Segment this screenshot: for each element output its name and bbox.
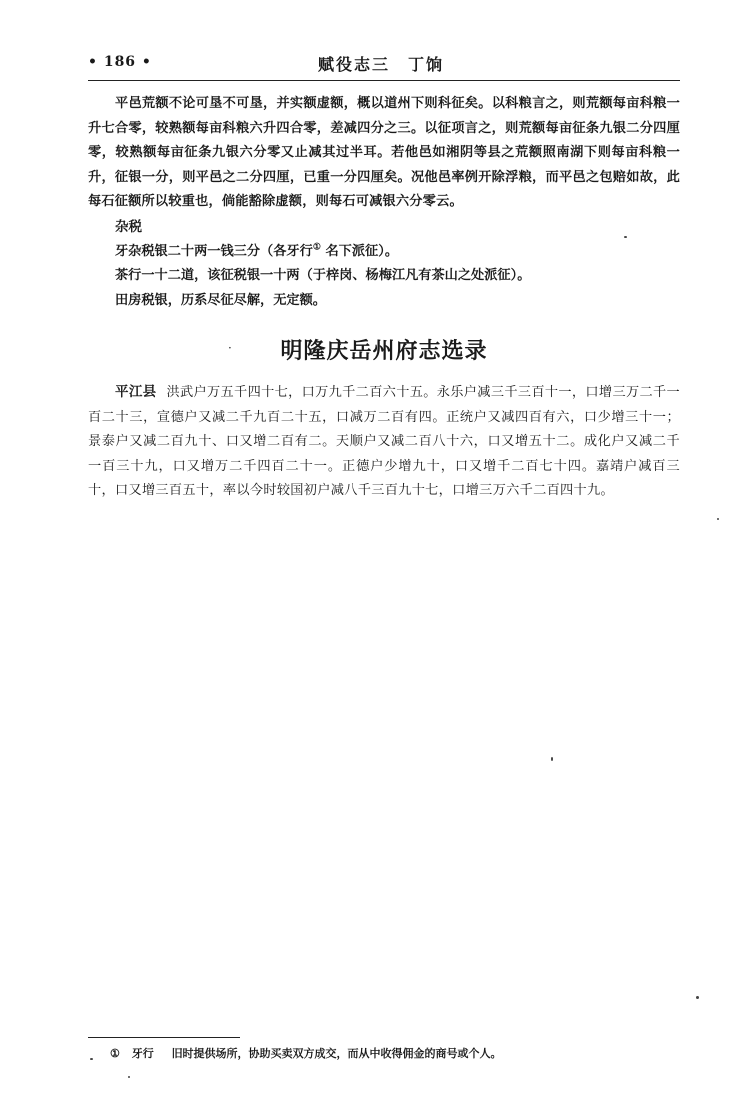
section-bullet-mark: · [228, 341, 232, 355]
scan-speck [624, 236, 627, 238]
footnote-reference[interactable]: ① [312, 242, 321, 253]
county-section [88, 380, 680, 504]
body-paragraph: 平邑荒额不论可垦不可垦，并实额虚额，概以道州下则科征矣。以科粮言之，则荒额每亩科粮一升七合零，较熟额每亩科粮六升四合零，差减四分之三。以征项言之，则荒额每亩征条九银二分四厘零，较熟额每亩征条九银六分零又止减其过半耳。若他邑如湘阴等县之荒额照南湖下则每亩科粮一升，征银一分，则平邑之二分四厘，已重一分四厘矣。况他邑率例开除浮粮，而平邑之包赔如故，此每石征额所以较重也，倘能豁除虚额，则每石可减银六分零云。 [88, 96, 680, 210]
county-text: 洪武户万五千四十七，口万九千二百六十五。永乐户减三千三百十一，口增三万二千一百二十三，宣德户又减二千九百二十五，口减万二百有四。正统户又减四百有六，口少增三十一；景泰户又减二百九十、口又增二百有二。天顺户又减二百八十六，口又增五十二。成化户又减二千一百三十九，口又增万二千四百二十一。正德户少增九十，口又增千二百七十四。嘉靖户减百三十，口又增三百五十，率以今时较国初户减八千三百九十七，口增三万六千二百四十九。 [88, 385, 680, 499]
tax-line-broker [88, 240, 680, 265]
county-paragraph [88, 380, 680, 504]
scan-speck [551, 757, 553, 761]
running-title: 赋役志三 丁饷 [318, 55, 445, 74]
header-rule [88, 80, 680, 81]
scan-speck [717, 518, 719, 520]
footnote-mark: ① [110, 1047, 120, 1060]
scan-speck [128, 1076, 130, 1078]
tax-line-broker-text: 牙杂税银二十两一钱三分（各牙行 [115, 243, 313, 259]
page-number: • 186 • [88, 54, 152, 70]
footnote-term: 牙行 [131, 1047, 154, 1060]
tax-line-property: 田房税银，历系尽征尽解，无定额。 [115, 292, 326, 308]
page-header [88, 52, 678, 80]
footnote [110, 1045, 502, 1061]
footnote-text: 旧时提供场所，协助买卖双方成交，而从中收得佣金的商号或个人。 [171, 1047, 502, 1060]
subheading-misc-tax: 杂税 [115, 218, 142, 235]
county-name: 平江县 [115, 384, 157, 400]
scan-speck [696, 996, 699, 999]
tax-section [88, 92, 680, 313]
tax-line-tea: 茶行一十二道，该征税银一十两（于梓岗、杨梅江凡有茶山之处派征）。 [115, 268, 531, 284]
tax-line-broker-tail: 名下派征）。 [320, 243, 399, 259]
footnote-rule [88, 1037, 240, 1038]
scan-speck [90, 1058, 93, 1060]
section-title: 明隆庆岳州府志选录 [280, 339, 488, 364]
